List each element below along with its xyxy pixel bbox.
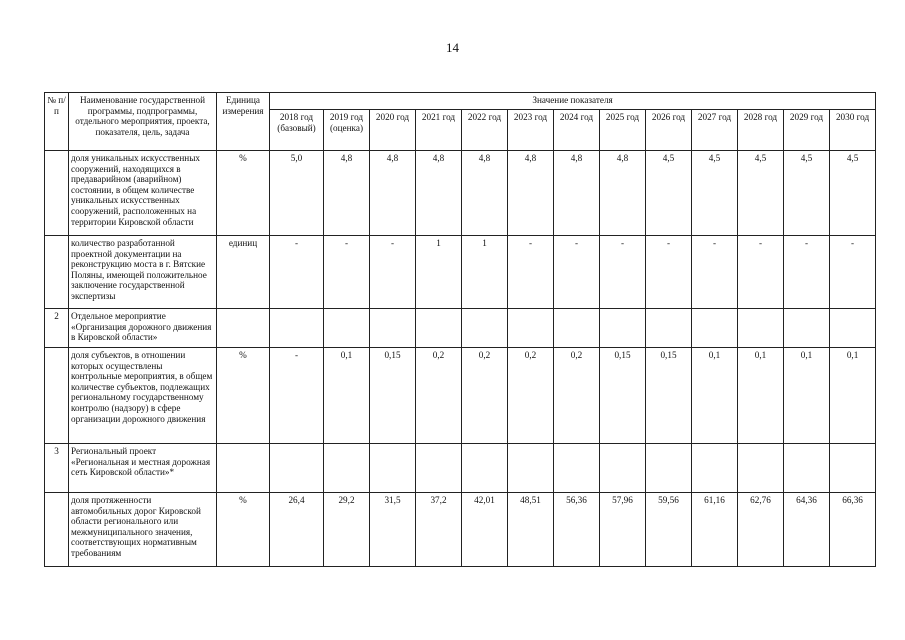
row-value: [554, 309, 600, 348]
row-value: 4,5: [738, 151, 784, 236]
row-value: [784, 309, 830, 348]
row-value: 4,8: [462, 151, 508, 236]
header-year-label: 2021 год: [421, 112, 456, 122]
header-year: [554, 110, 600, 151]
row-value: 0,15: [370, 348, 416, 444]
row-name: Региональный проект «Региональная и местная дорожная сеть Кировской области»*: [69, 444, 217, 493]
row-value: -: [270, 348, 324, 444]
row-value: 0,1: [738, 348, 784, 444]
row-value: [830, 444, 876, 493]
row-number: [45, 236, 69, 309]
row-value: 1: [462, 236, 508, 309]
row-value: 56,36: [554, 493, 600, 567]
row-value: 4,8: [370, 151, 416, 236]
row-unit: %: [217, 348, 270, 444]
row-value: [830, 309, 876, 348]
header-year-label: 2030 год: [835, 112, 870, 122]
table-row: [45, 151, 876, 236]
row-value: -: [270, 236, 324, 309]
header-unit: Единица измерения: [217, 93, 270, 151]
row-value: 0,2: [554, 348, 600, 444]
row-value: -: [830, 236, 876, 309]
header-year-label: 2029 год: [789, 112, 824, 122]
row-value: 0,1: [830, 348, 876, 444]
row-value: [270, 444, 324, 493]
row-value: 4,8: [416, 151, 462, 236]
row-value: -: [646, 236, 692, 309]
row-unit: %: [217, 151, 270, 236]
row-value: 0,15: [646, 348, 692, 444]
row-value: [508, 309, 554, 348]
header-year: [600, 110, 646, 151]
row-value: [646, 444, 692, 493]
row-value: [324, 309, 370, 348]
row-value: 66,36: [830, 493, 876, 567]
header-year-label: 2019 год: [329, 112, 364, 122]
row-value: 4,5: [692, 151, 738, 236]
row-value: 0,2: [508, 348, 554, 444]
row-number: 2: [45, 309, 69, 348]
header-name: Наименование государственной программы, подпрограммы, отдельного мероприятия, проекта, показателя, цель, задача: [69, 93, 217, 151]
row-value: [370, 309, 416, 348]
row-unit: %: [217, 493, 270, 567]
row-value: 48,51: [508, 493, 554, 567]
row-value: 4,8: [508, 151, 554, 236]
row-unit: [217, 444, 270, 493]
row-value: 0,1: [692, 348, 738, 444]
row-value: 57,96: [600, 493, 646, 567]
row-value: [416, 309, 462, 348]
header-year: [324, 110, 370, 151]
row-value: 5,0: [270, 151, 324, 236]
row-value: [600, 444, 646, 493]
row-value: 0,1: [784, 348, 830, 444]
row-value: 62,76: [738, 493, 784, 567]
row-value: 37,2: [416, 493, 462, 567]
header-year-label: 2020 год: [375, 112, 410, 122]
row-value: [738, 309, 784, 348]
row-number: [45, 493, 69, 567]
row-value: 4,5: [830, 151, 876, 236]
table-row: [45, 348, 876, 444]
row-value: 29,2: [324, 493, 370, 567]
row-value: 1: [416, 236, 462, 309]
row-value: 0,1: [324, 348, 370, 444]
row-value: [462, 444, 508, 493]
header-year: [738, 110, 784, 151]
row-value: [600, 309, 646, 348]
row-name: доля протяженности автомобильных дорог Кировской области регионального или межмуниципального значения, соответствующих нормативным требованиям: [69, 493, 217, 567]
row-value: [462, 309, 508, 348]
header-year: [830, 110, 876, 151]
row-unit: единиц: [217, 236, 270, 309]
row-name: доля субъектов, в отношении которых осуществлены контрольные мероприятия, в общем количестве субъектов, подлежащих региональному государственному контролю (надзору) в сфере организации дорожного движения: [69, 348, 217, 444]
table-row: [45, 236, 876, 309]
row-unit: [217, 309, 270, 348]
row-value: 0,15: [600, 348, 646, 444]
header-year-label: 2026 год: [651, 112, 686, 122]
row-value: [784, 444, 830, 493]
row-value: -: [324, 236, 370, 309]
header-year-label: 2022 год: [467, 112, 502, 122]
header-year-label: 2023 год: [513, 112, 548, 122]
row-value: [370, 444, 416, 493]
row-value: 0,2: [416, 348, 462, 444]
row-value: [270, 309, 324, 348]
header-year: [784, 110, 830, 151]
header-year: [692, 110, 738, 151]
header-year: [370, 110, 416, 151]
page-number: 14: [446, 40, 459, 55]
header-year: [646, 110, 692, 151]
indicators-table: [44, 92, 876, 567]
row-name: Отдельное мероприятие «Организация дорожного движения в Кировской области»: [69, 309, 217, 348]
row-value: 4,8: [324, 151, 370, 236]
row-value: [646, 309, 692, 348]
row-name: количество разработанной проектной документации на реконструкцию моста в г. Вятские Поляны, имеющей положительное заключение государственной экспертизы: [69, 236, 217, 309]
table-row: [45, 493, 876, 567]
row-value: -: [600, 236, 646, 309]
row-value: [554, 444, 600, 493]
row-number: [45, 151, 69, 236]
row-number: 3: [45, 444, 69, 493]
row-value: 61,16: [692, 493, 738, 567]
row-value: -: [370, 236, 416, 309]
row-value: -: [738, 236, 784, 309]
row-value: [692, 309, 738, 348]
header-year: [416, 110, 462, 151]
header-year: [508, 110, 554, 151]
table-row: [45, 444, 876, 493]
header-num: № п/п: [45, 93, 69, 151]
row-value: -: [508, 236, 554, 309]
header-year-label: 2024 год: [559, 112, 594, 122]
row-name: доля уникальных искусственных сооружений, находящихся в предаварийном (аварийном) состоянии, в общем количестве уникальных искусственных сооружений, расположенных на территории Кировской области: [69, 151, 217, 236]
row-value: 0,2: [462, 348, 508, 444]
row-value: [416, 444, 462, 493]
row-value: -: [784, 236, 830, 309]
header-year-note: (базовый): [277, 122, 316, 133]
header-year-label: 2025 год: [605, 112, 640, 122]
row-value: 4,8: [554, 151, 600, 236]
row-value: 42,01: [462, 493, 508, 567]
header-year: [462, 110, 508, 151]
row-value: [508, 444, 554, 493]
row-value: [324, 444, 370, 493]
row-value: 64,36: [784, 493, 830, 567]
row-value: [738, 444, 784, 493]
header-year-note: (оценка): [329, 122, 364, 133]
header-year-label: 2027 год: [697, 112, 732, 122]
row-value: 4,5: [784, 151, 830, 236]
row-value: 31,5: [370, 493, 416, 567]
header-year: [270, 110, 324, 151]
row-value: 26,4: [270, 493, 324, 567]
row-value: 59,56: [646, 493, 692, 567]
header-year-label: 2028 год: [743, 112, 778, 122]
header-value: Значение показателя: [270, 93, 876, 110]
row-number: [45, 348, 69, 444]
row-value: [692, 444, 738, 493]
row-value: -: [554, 236, 600, 309]
table-row: [45, 309, 876, 348]
header-year-label: 2018 год: [279, 112, 314, 122]
row-value: 4,5: [646, 151, 692, 236]
row-value: -: [692, 236, 738, 309]
row-value: 4,8: [600, 151, 646, 236]
